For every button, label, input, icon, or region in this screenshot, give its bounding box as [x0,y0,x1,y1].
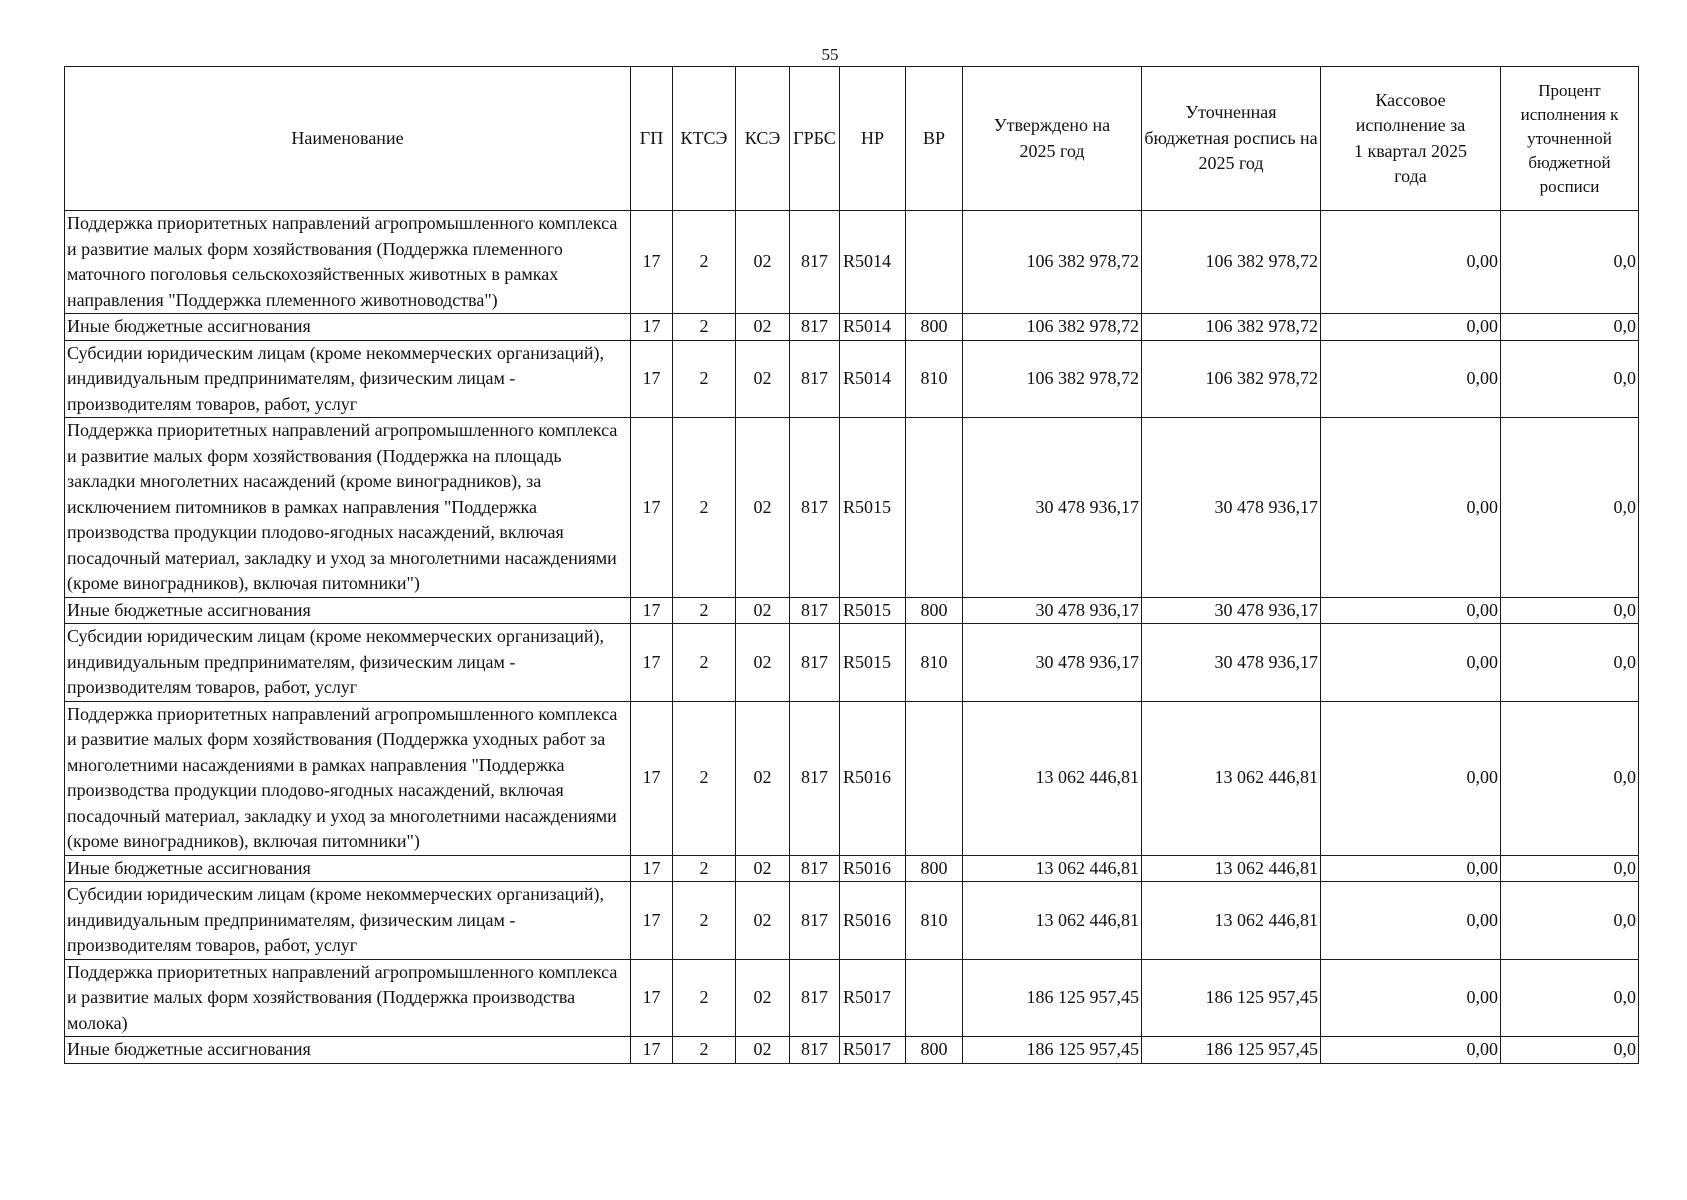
cell-cash: 0,00 [1321,418,1501,598]
cell-approved: 13 062 446,81 [963,701,1142,855]
cell-nr: R5016 [840,855,906,882]
cell-refined: 186 125 957,45 [1142,1037,1321,1064]
budget-execution-table [64,66,1639,1064]
cell-refined: 106 382 978,72 [1142,340,1321,418]
cell-approved: 186 125 957,45 [963,959,1142,1037]
cell-gp: 17 [631,418,673,598]
cell-nr: R5016 [840,882,906,960]
cell-vr [906,959,963,1037]
cell-gp: 17 [631,959,673,1037]
cell-gp: 17 [631,624,673,702]
table-row [65,597,1639,624]
cell-kse: 02 [736,1037,790,1064]
cell-name: Субсидии юридическим лицам (кроме некоммерческих организаций), индивидуальным предпринимателям, физическим лицам - производителям товаров, работ, услуг [65,882,631,960]
cell-percent: 0,0 [1501,959,1639,1037]
cell-ktse: 2 [673,701,736,855]
cell-vr: 810 [906,340,963,418]
cell-kse: 02 [736,855,790,882]
cell-cash: 0,00 [1321,882,1501,960]
cell-gp: 17 [631,597,673,624]
cell-name: Поддержка приоритетных направлений агропромышленного комплекса и развитие малых форм хозяйствования (Поддержка производства молока) [65,959,631,1037]
cell-ktse: 2 [673,1037,736,1064]
cell-percent: 0,0 [1501,624,1639,702]
cell-percent: 0,0 [1501,340,1639,418]
cell-nr: R5014 [840,314,906,341]
cell-nr: R5017 [840,959,906,1037]
cell-nr: R5014 [840,211,906,314]
cell-approved: 13 062 446,81 [963,882,1142,960]
table-row [65,855,1639,882]
cell-approved: 30 478 936,17 [963,418,1142,598]
cell-kse: 02 [736,314,790,341]
cell-refined: 106 382 978,72 [1142,211,1321,314]
cell-gp: 17 [631,701,673,855]
cell-kse: 02 [736,418,790,598]
table-row [65,959,1639,1037]
table-row [65,340,1639,418]
cell-grbs: 817 [790,1037,840,1064]
cell-approved: 13 062 446,81 [963,855,1142,882]
cell-approved: 30 478 936,17 [963,597,1142,624]
table-row [65,1037,1639,1064]
cell-refined: 13 062 446,81 [1142,855,1321,882]
cell-cash: 0,00 [1321,314,1501,341]
cell-vr: 810 [906,882,963,960]
cell-vr [906,701,963,855]
page-number: 55 [821,45,839,64]
cell-grbs: 817 [790,340,840,418]
cell-grbs: 817 [790,701,840,855]
cell-grbs: 817 [790,855,840,882]
cell-gp: 17 [631,1037,673,1064]
cell-kse: 02 [736,597,790,624]
cell-grbs: 817 [790,882,840,960]
cell-percent: 0,0 [1501,418,1639,598]
cell-cash: 0,00 [1321,624,1501,702]
cell-refined: 30 478 936,17 [1142,624,1321,702]
table-row [65,624,1639,702]
cell-nr: R5015 [840,624,906,702]
cell-percent: 0,0 [1501,701,1639,855]
cell-percent: 0,0 [1501,314,1639,341]
cell-grbs: 817 [790,959,840,1037]
cell-approved: 186 125 957,45 [963,1037,1142,1064]
cell-vr [906,418,963,598]
cell-ktse: 2 [673,959,736,1037]
cell-ktse: 2 [673,882,736,960]
header-percent: Процент исполнения к уточненной бюджетной росписи [1501,67,1639,211]
cell-kse: 02 [736,624,790,702]
header-ktse: КТСЭ [673,67,736,211]
cell-vr [906,211,963,314]
cell-name: Поддержка приоритетных направлений агропромышленного комплекса и развитие малых форм хозяйствования (Поддержка племенного маточного поголовья сельскохозяйственных животных в рамках направления "Поддержка племенного животноводства") [65,211,631,314]
cell-name: Субсидии юридическим лицам (кроме некоммерческих организаций), индивидуальным предпринимателям, физическим лицам - производителям товаров, работ, услуг [65,340,631,418]
cell-percent: 0,0 [1501,855,1639,882]
cell-gp: 17 [631,340,673,418]
header-vr: ВР [906,67,963,211]
cell-nr: R5014 [840,340,906,418]
cell-gp: 17 [631,882,673,960]
cell-percent: 0,0 [1501,882,1639,960]
cell-approved: 106 382 978,72 [963,314,1142,341]
cell-grbs: 817 [790,597,840,624]
header-approved: Утверждено на 2025 год [963,67,1142,211]
table-row [65,314,1639,341]
cell-name: Иные бюджетные ассигнования [65,314,631,341]
cell-name: Иные бюджетные ассигнования [65,855,631,882]
header-cash: Кассовое исполнение за 1 квартал 2025 года [1321,67,1501,211]
cell-gp: 17 [631,855,673,882]
cell-cash: 0,00 [1321,340,1501,418]
cell-percent: 0,0 [1501,597,1639,624]
table-row [65,211,1639,314]
cell-gp: 17 [631,211,673,314]
cell-gp: 17 [631,314,673,341]
cell-refined: 13 062 446,81 [1142,701,1321,855]
cell-cash: 0,00 [1321,855,1501,882]
cell-refined: 106 382 978,72 [1142,314,1321,341]
table-row [65,418,1639,598]
cell-cash: 0,00 [1321,959,1501,1037]
cell-name: Поддержка приоритетных направлений агропромышленного комплекса и развитие малых форм хозяйствования (Поддержка на площадь закладки многолетних насаждений (кроме виноградников), за исключением питомников в рамках направления "Поддержка производства продукции плодово-ягодных насаждений, включая посадочный материал, закладку и уход за многолетними насаждениями (кроме виноградников), включая питомники") [65,418,631,598]
cell-refined: 30 478 936,17 [1142,418,1321,598]
cell-percent: 0,0 [1501,1037,1639,1064]
cell-grbs: 817 [790,314,840,341]
cell-ktse: 2 [673,211,736,314]
header-gp: ГП [631,67,673,211]
header-kse: КСЭ [736,67,790,211]
cell-kse: 02 [736,701,790,855]
cell-name: Субсидии юридическим лицам (кроме некоммерческих организаций), индивидуальным предпринимателям, физическим лицам - производителям товаров, работ, услуг [65,624,631,702]
header-nr: НР [840,67,906,211]
cell-kse: 02 [736,959,790,1037]
cell-grbs: 817 [790,418,840,598]
cell-percent: 0,0 [1501,211,1639,314]
cell-vr: 800 [906,855,963,882]
cell-approved: 30 478 936,17 [963,624,1142,702]
cell-approved: 106 382 978,72 [963,211,1142,314]
cell-kse: 02 [736,882,790,960]
cell-kse: 02 [736,211,790,314]
cell-cash: 0,00 [1321,597,1501,624]
cell-nr: R5017 [840,1037,906,1064]
cell-cash: 0,00 [1321,1037,1501,1064]
cell-ktse: 2 [673,418,736,598]
cell-nr: R5015 [840,418,906,598]
header-name: Наименование [65,67,631,211]
cell-vr: 800 [906,314,963,341]
cell-kse: 02 [736,340,790,418]
cell-refined: 186 125 957,45 [1142,959,1321,1037]
cell-name: Иные бюджетные ассигнования [65,597,631,624]
cell-ktse: 2 [673,624,736,702]
cell-ktse: 2 [673,314,736,341]
cell-refined: 30 478 936,17 [1142,597,1321,624]
table-row [65,882,1639,960]
table-row [65,701,1639,855]
header-refined: Уточненная бюджетная роспись на 2025 год [1142,67,1321,211]
header-row [65,67,1639,211]
cell-name: Поддержка приоритетных направлений агропромышленного комплекса и развитие малых форм хозяйствования (Поддержка уходных работ за многолетними насаждениями в рамках направления "Поддержка производства продукции плодово-ягодных насаждений, включая посадочный материал, закладку и уход за многолетними насаждениями (кроме виноградников), включая питомники") [65,701,631,855]
cell-name: Иные бюджетные ассигнования [65,1037,631,1064]
cell-ktse: 2 [673,597,736,624]
cell-vr: 810 [906,624,963,702]
cell-cash: 0,00 [1321,211,1501,314]
cell-cash: 0,00 [1321,701,1501,855]
cell-nr: R5015 [840,597,906,624]
cell-nr: R5016 [840,701,906,855]
cell-refined: 13 062 446,81 [1142,882,1321,960]
cell-vr: 800 [906,597,963,624]
cell-vr: 800 [906,1037,963,1064]
cell-approved: 106 382 978,72 [963,340,1142,418]
cell-grbs: 817 [790,624,840,702]
cell-ktse: 2 [673,855,736,882]
cell-ktse: 2 [673,340,736,418]
header-grbs: ГРБС [790,67,840,211]
cell-grbs: 817 [790,211,840,314]
